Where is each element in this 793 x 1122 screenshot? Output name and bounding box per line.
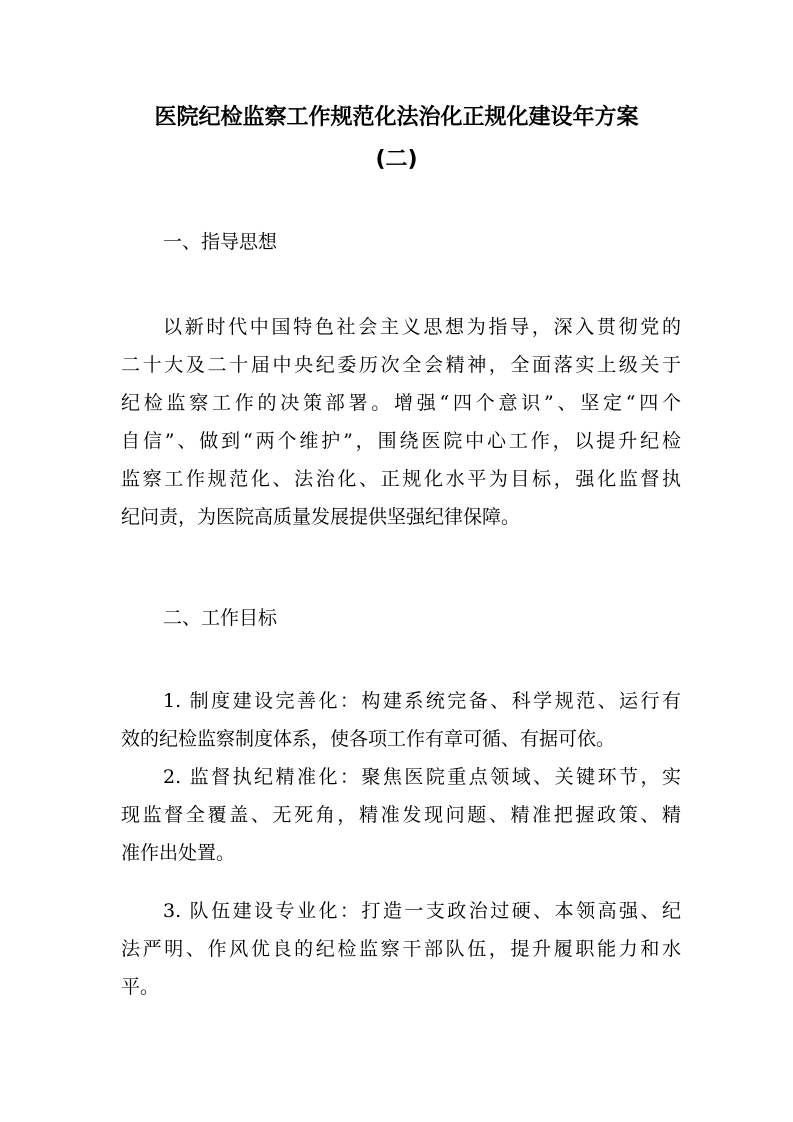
goal-item-institution-building (121, 682, 681, 758)
paragraph-line: 自信”、做到“两个维护”，围绕医院中心工作，以提升纪检 (121, 430, 681, 452)
paragraph-line: 纪检监察工作的决策部署。增强“四个意识”、坚定“四个 (121, 392, 681, 414)
paragraph-line: 准作出处置。 (121, 842, 236, 864)
section-heading-guiding-ideology: 一、指导思想 (163, 231, 278, 253)
paragraph-line: 监察工作规范化、法治化、正规化水平为目标，强化监督执 (121, 468, 681, 490)
paragraph-line: 3. 队伍建设专业化：打造一支政治过硬、本领高强、纪 (163, 900, 681, 922)
paragraph-line: 1. 制度建设完善化：构建系统完备、科学规范、运行有 (163, 690, 681, 712)
paragraph-line: 平。 (121, 976, 160, 998)
document-title-suffix: (二) (375, 147, 418, 172)
paragraph-line: 二十大及二十届中央纪委历次全会精神，全面落实上级关于 (121, 354, 681, 376)
paragraph-line: 效的纪检监察制度体系，使各项工作有章可循、有据可依。 (121, 728, 616, 750)
goal-item-team-professionalization (121, 892, 681, 1006)
paragraph-line: 纪问责，为医院高质量发展提供坚强纪律保障。 (121, 506, 521, 528)
paragraph-line: 法严明、作风优良的纪检监察干部队伍，提升履职能力和水 (121, 938, 681, 960)
paragraph-line: 以新时代中国特色社会主义思想为指导，深入贯彻党的 (163, 316, 681, 338)
document-title: 医院纪检监察工作规范化法治化正规化建设年方案 (154, 105, 639, 130)
paragraph-line: 2. 监督执纪精准化：聚焦医院重点领域、关键环节，实 (163, 766, 681, 788)
goal-item-supervision-precision (121, 758, 681, 872)
paragraph-line: 现监督全覆盖、无死角，精准发现问题、精准把握政策、精 (121, 804, 681, 826)
guiding-ideology-paragraph (121, 308, 681, 536)
section-heading-work-goals: 二、工作目标 (163, 607, 278, 629)
